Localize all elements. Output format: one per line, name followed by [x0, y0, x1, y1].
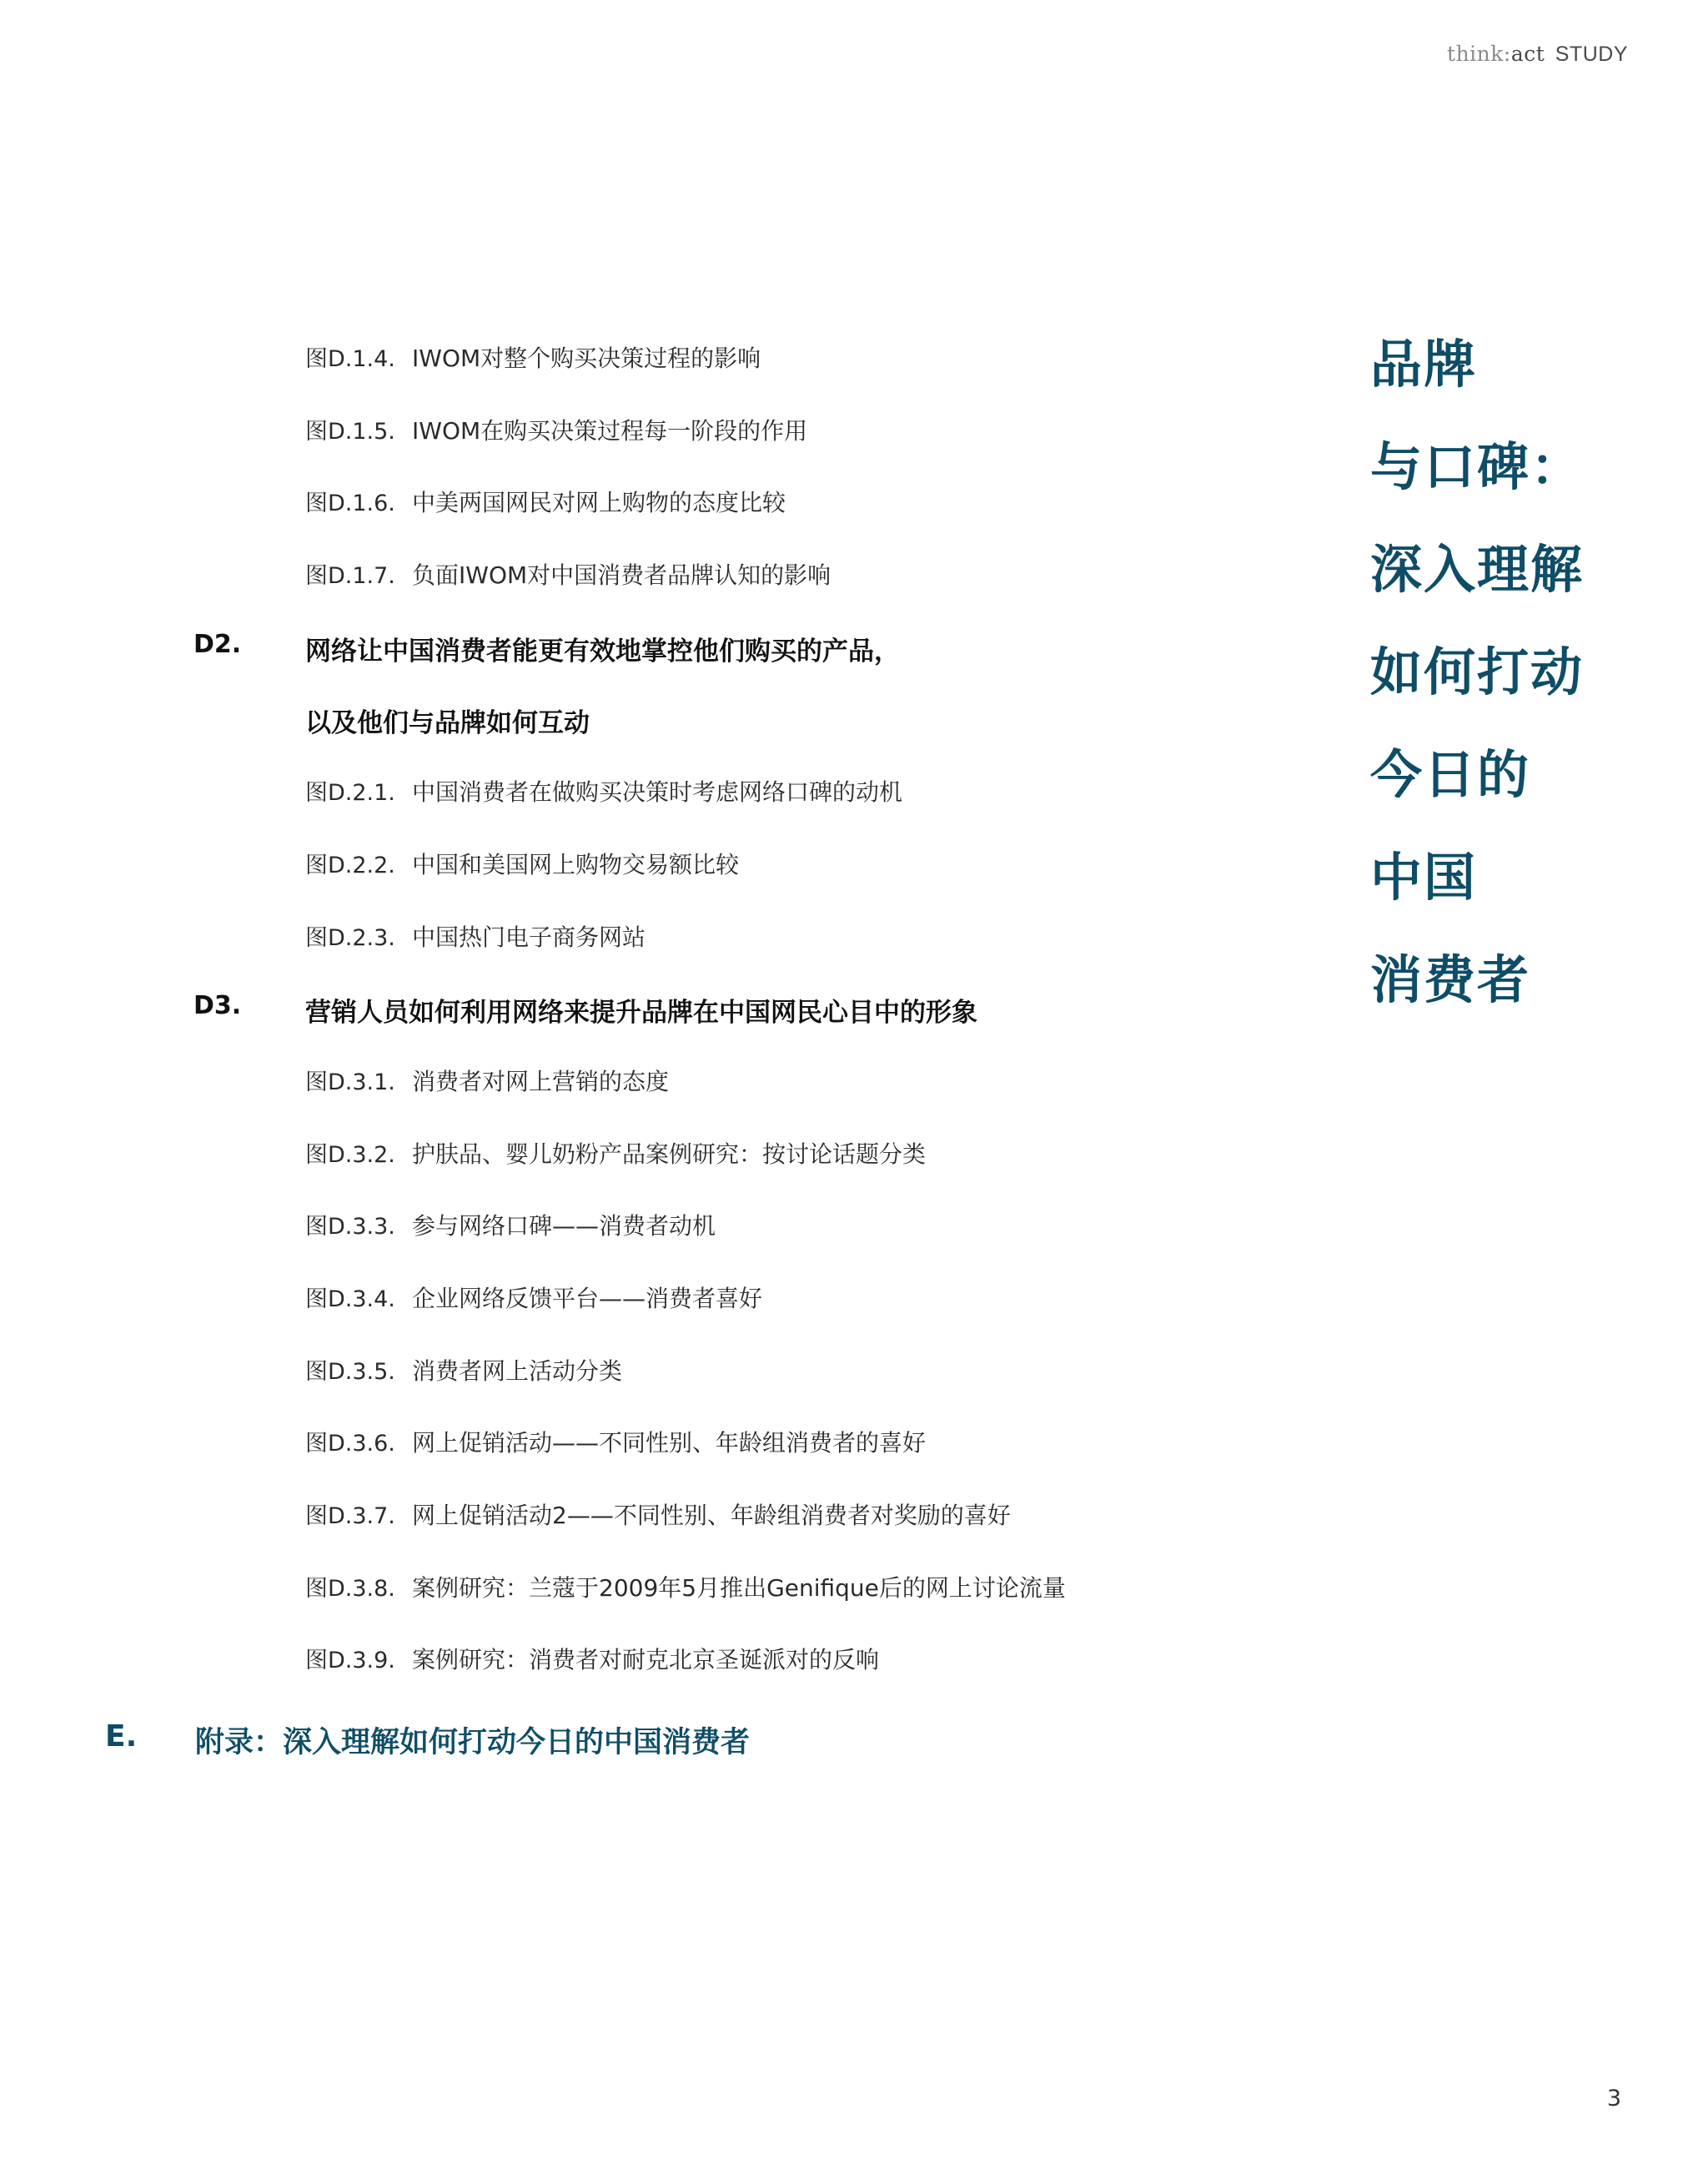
- title-line: 中国: [1370, 847, 1478, 908]
- figure-title: 消费者网上活动分类: [412, 1356, 623, 1385]
- title-line: 消费者: [1370, 949, 1531, 1010]
- figure-title: 中国消费者在做购买决策时考虑网络口碑的动机: [412, 778, 903, 807]
- section-title-line2: 以及他们与品牌如何互动: [305, 708, 590, 739]
- section-number: D2.: [193, 629, 242, 659]
- title-line: 今日的: [1370, 744, 1531, 805]
- toc-figure-row[interactable]: [0, 1563, 1301, 1636]
- toc-figure-row[interactable]: [0, 406, 1301, 479]
- toc-figure-row[interactable]: [0, 1418, 1301, 1491]
- figure-title: 网上促销活动——不同性别、年龄组消费者的喜好: [412, 1429, 927, 1457]
- figure-number: 图D.3.6.: [305, 1431, 395, 1457]
- figure-title: 参与网络口碑——消费者动机: [412, 1212, 716, 1240]
- figure-title: 护肤品、婴儿奶粉产品案例研究：按讨论话题分类: [412, 1140, 927, 1168]
- figure-number: 图D.2.2.: [305, 852, 395, 878]
- figure-number: 图D.2.3.: [305, 924, 395, 951]
- section-number: D3.: [193, 991, 242, 1021]
- table-of-contents: [0, 334, 1301, 1780]
- toc-appendix[interactable]: [0, 1708, 1301, 1780]
- figure-title: IWOM对整个购买决策过程的影响: [412, 345, 761, 372]
- figure-number: 图D.3.2.: [305, 1141, 395, 1168]
- figure-number: 图D.1.7.: [305, 563, 395, 590]
- figure-number: 图D.2.1.: [305, 780, 395, 807]
- figure-number: 图D.3.7.: [305, 1503, 395, 1529]
- appendix-number: E.: [105, 1719, 138, 1754]
- toc-figure-row[interactable]: [0, 840, 1301, 913]
- toc-figure-row[interactable]: [0, 1130, 1301, 1202]
- toc-section-d3[interactable]: [0, 984, 1301, 1057]
- figure-title: 中国热门电子商务网站: [412, 923, 646, 951]
- figure-title: 企业网络反馈平台——消费者喜好: [412, 1284, 763, 1312]
- appendix-title: 附录：深入理解如何打动今日的中国消费者: [195, 1726, 751, 1760]
- toc-figure-row[interactable]: [0, 1274, 1301, 1346]
- figure-number: 图D.1.4.: [305, 346, 395, 372]
- figure-title: 消费者对网上营销的态度: [412, 1067, 670, 1095]
- toc-figure-row[interactable]: [0, 334, 1301, 406]
- figure-title: 网上促销活动2——不同性别、年龄组消费者对奖励的喜好: [412, 1502, 1011, 1529]
- toc-figure-row[interactable]: [0, 1491, 1301, 1563]
- figure-title: 中美两国网民对网上购物的态度比较: [412, 489, 786, 517]
- figure-number: 图D.3.3.: [305, 1214, 395, 1240]
- toc-figure-row[interactable]: [0, 913, 1301, 985]
- brand-think: think:: [1447, 42, 1511, 66]
- figure-number: 图D.3.8.: [305, 1575, 395, 1602]
- title-line: 与口碑：: [1370, 436, 1585, 497]
- section-title: 网络让中国消费者能更有效地掌控他们购买的产品，: [305, 636, 900, 667]
- toc-figure-row[interactable]: [0, 551, 1301, 623]
- figure-number: 图D.3.1.: [305, 1069, 395, 1095]
- toc-figure-row[interactable]: [0, 1057, 1301, 1130]
- figure-number: 图D.3.9.: [305, 1648, 395, 1674]
- brand-study: STUDY: [1555, 43, 1628, 66]
- title-line: 如何打动: [1370, 642, 1585, 702]
- title-line: 深入理解: [1370, 539, 1585, 600]
- figure-number: 图D.1.6.: [305, 491, 395, 517]
- toc-figure-row[interactable]: [0, 1201, 1301, 1274]
- toc-figure-row[interactable]: [0, 478, 1301, 551]
- page-number: 3: [1606, 2086, 1621, 2111]
- figure-number: 图D.3.4.: [305, 1286, 395, 1312]
- brand-act: act: [1510, 42, 1545, 66]
- figure-title: 负面IWOM对中国消费者品牌认知的影响: [412, 561, 831, 590]
- figure-number: 图D.1.5.: [305, 418, 395, 445]
- figure-title: 案例研究：兰蔻于2009年5月推出Genifique后的网上讨论流量: [412, 1573, 1066, 1602]
- document-title: [1370, 327, 1654, 1045]
- figure-title: 案例研究：消费者对耐克北京圣诞派对的反响: [412, 1646, 880, 1674]
- toc-figure-row[interactable]: [0, 767, 1301, 840]
- figure-number: 图D.3.5.: [305, 1358, 395, 1385]
- toc-section-d2[interactable]: [0, 623, 1301, 696]
- brand-logo: [1447, 42, 1628, 67]
- toc-figure-row[interactable]: [0, 1635, 1301, 1708]
- toc-figure-row[interactable]: [0, 1346, 1301, 1419]
- figure-title: 中国和美国网上购物交易额比较: [412, 850, 740, 878]
- title-line: 品牌: [1370, 334, 1478, 395]
- figure-title: IWOM在购买决策过程每一阶段的作用: [412, 416, 808, 445]
- section-title: 营销人员如何利用网络来提升品牌在中国网民心目中的形象: [305, 998, 977, 1029]
- toc-section-d2-continued[interactable]: [0, 695, 1301, 767]
